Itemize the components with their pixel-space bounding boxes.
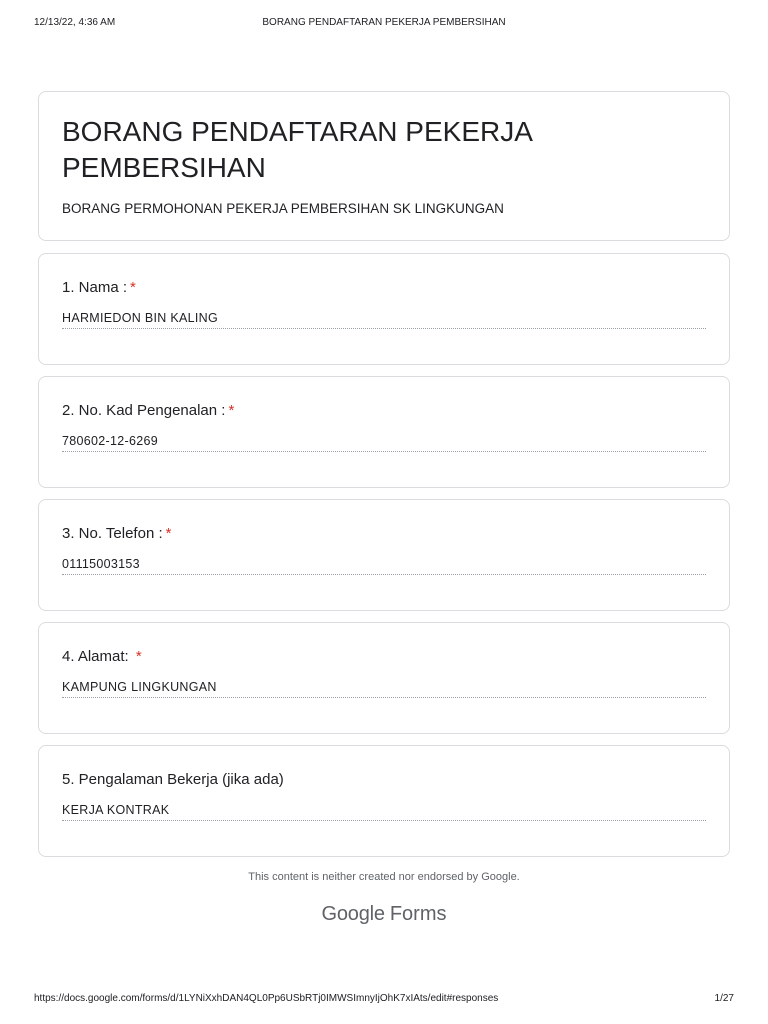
question-card-alamat [38, 622, 730, 734]
required-asterisk: * [135, 648, 142, 665]
form-title-card [38, 91, 730, 241]
question-card-nama [38, 253, 730, 365]
question-label: 5. Pengalaman Bekerja (jika ada) [62, 771, 284, 788]
required-asterisk: * [130, 279, 136, 296]
answer-text: 780602-12-6269 [62, 434, 706, 452]
answer-text: KERJA KONTRAK [62, 803, 706, 821]
form-title: BORANG PENDAFTARAN PEKERJA PEMBERSIHAN [62, 116, 532, 183]
google-forms-logo[interactable] [0, 903, 768, 926]
form-description: BORANG PERMOHONAN PEKERJA PEMBERSIHAN SK LINGKUNGAN [62, 201, 504, 216]
answer-text: HARMIEDON BIN KALING [62, 311, 706, 329]
forms-wordmark: Forms [389, 903, 447, 925]
print-url: https://docs.google.com/forms/d/1LYNiXxhDAN4QL0Pp6USbRTj0IMWSImnyIjOhK7xIAts/edit#responses [34, 993, 499, 1004]
question-label: 2. No. Kad Pengenalan : * [62, 402, 235, 419]
required-asterisk: * [165, 525, 172, 542]
answer-text: 01115003153 [62, 557, 706, 575]
required-asterisk: * [228, 402, 235, 419]
question-card-kad-pengenalan [38, 376, 730, 488]
question-label: 1. Nama : * [62, 279, 136, 296]
google-disclaimer: This content is neither created nor endorsed by Google. [248, 871, 520, 883]
print-page-number: 1/27 [714, 993, 734, 1004]
question-card-pengalaman [38, 745, 730, 857]
question-card-telefon [38, 499, 730, 611]
print-page-title: BORANG PENDAFTARAN PEKERJA PEMBERSIHAN [262, 17, 506, 28]
answer-text: KAMPUNG LINGKUNGAN [62, 680, 706, 698]
question-label: 3. No. Telefon : * [62, 525, 172, 542]
print-footer [34, 993, 734, 1007]
google-wordmark: Google [321, 903, 385, 925]
print-datetime: 12/13/22, 4:36 AM [34, 17, 116, 28]
question-label: 4. Alamat: * [62, 648, 142, 665]
print-header [34, 17, 734, 31]
